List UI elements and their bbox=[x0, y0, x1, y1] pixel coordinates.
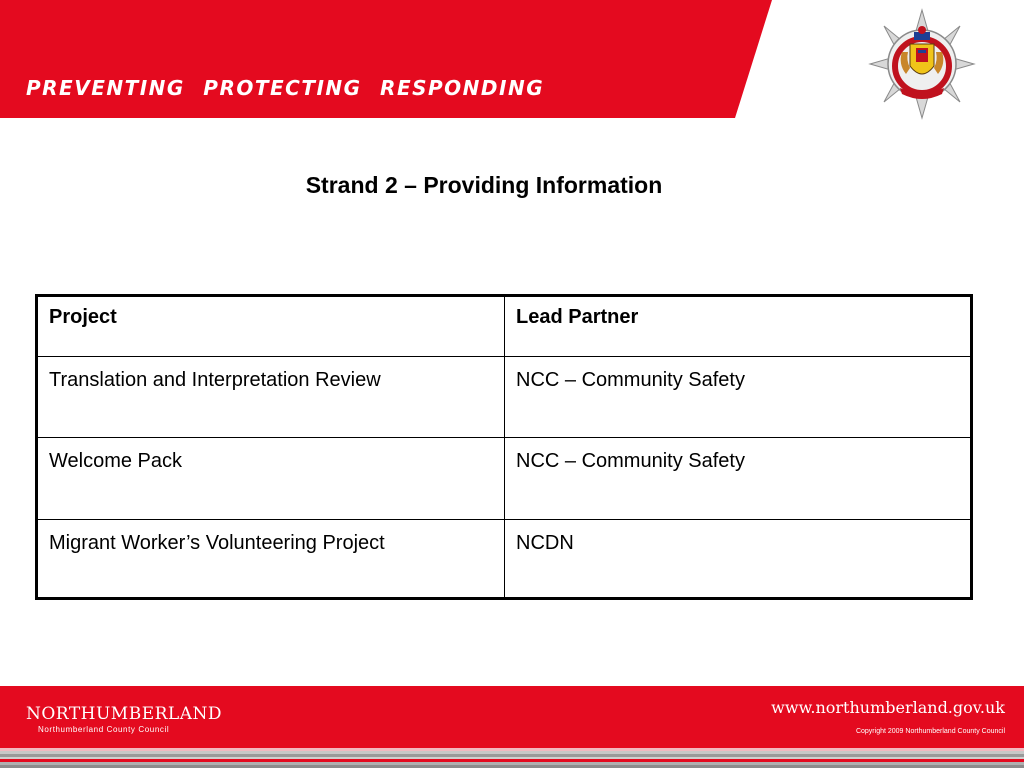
lead-partner-cell: NCDN bbox=[505, 520, 972, 599]
northumberland-logo bbox=[26, 704, 222, 736]
project-table bbox=[35, 294, 973, 600]
table-row bbox=[37, 438, 972, 520]
project-cell: Welcome Pack bbox=[37, 438, 505, 520]
table-row bbox=[37, 357, 972, 438]
footer-copyright: Copyright 2009 Northumberland County Council bbox=[855, 728, 1005, 735]
lead-partner-cell: NCC – Community Safety bbox=[505, 438, 972, 520]
lead-partner-cell: NCC – Community Safety bbox=[505, 357, 972, 438]
table-row bbox=[37, 520, 972, 599]
project-cell: Translation and Interpretation Review bbox=[37, 357, 505, 438]
column-header-lead-partner: Lead Partner bbox=[505, 296, 972, 357]
header-tagline: PREVENTING PROTECTING RESPONDING bbox=[26, 76, 545, 100]
footer-website-link[interactable]: www.northumberland.gov.uk bbox=[771, 698, 1005, 717]
fire-rescue-crest-icon bbox=[868, 8, 976, 120]
column-header-project: Project bbox=[37, 296, 505, 357]
project-cell: Migrant Worker’s Volunteering Project bbox=[37, 520, 505, 599]
logo-subtitle: Northumberland County Council bbox=[38, 725, 170, 734]
slide-title: Strand 2 – Providing Information bbox=[305, 172, 663, 198]
footer-stripes bbox=[0, 748, 1024, 768]
logo-wordmark: NORTHUMBERLAND bbox=[26, 704, 222, 724]
table-header-row bbox=[37, 296, 972, 357]
